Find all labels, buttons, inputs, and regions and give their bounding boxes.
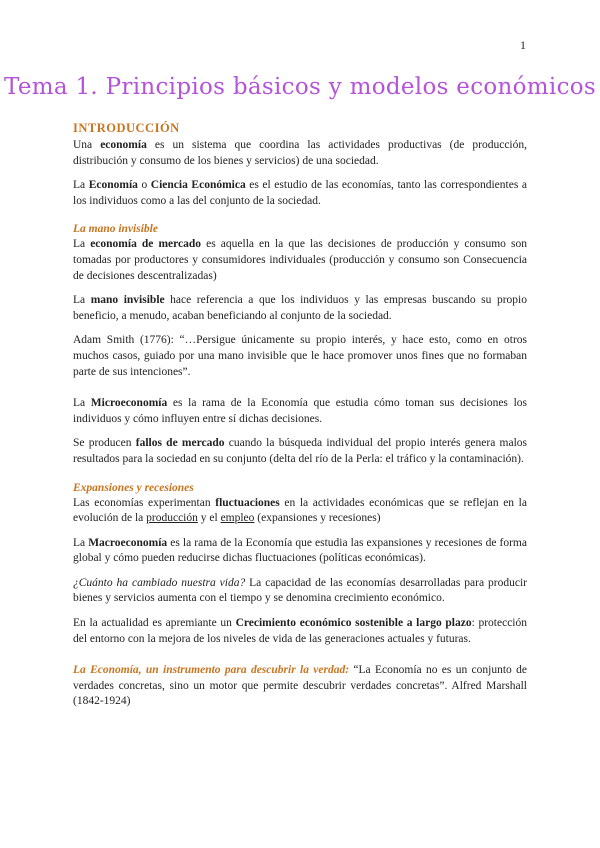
paragraph-mano-invisible: La mano invisible hace referencia a que los individuos y las empresas buscando su propio beneficio, a menudo, acaban beneficiando al conjunto de la sociedad. [73, 294, 527, 322]
page-title: Tema 1. Principios básicos y modelos económicos [3, 74, 597, 100]
paragraph-crecimiento: ¿Cuánto ha cambiado nuestra vida? La capacidad de las economías desarrolladas para producir bienes y servicios aumenta con el tiempo y se denomina crecimiento económico. [73, 576, 527, 605]
paragraph-microeconomia: La Microeconomía es la rama de la Economía que estudia cómo toman sus decisiones los individuos y cómo influyen entre sí dichas decisiones. [73, 397, 527, 425]
paragraph-fallos-mercado: Se producen fallos de mercado cuando la búsqueda individual del propio interés genera malos resultados para la sociedad en su conjunto (delta del río de la Perla: el tráfico y la contaminación). [73, 437, 527, 465]
paragraph-fluctuaciones: Las economías experimentan fluctuaciones en la actividades económicas que se reflejan en la evolución de la producción y el empleo (expansiones y recesiones) [73, 496, 527, 525]
section-heading-mano-invisible: La mano invisible [73, 223, 158, 236]
paragraph-marshall-quote: La Economía, un instrumento para descubrir la verdad: “La Economía no es un conjunto de verdades concretas, sino un motor que permite descubrir verdades concretas”. Alfred Marshall (1842-1924) [73, 664, 527, 708]
paragraph-adam-smith-quote: Adam Smith (1776): “…Persigue únicamente su propio interés, y hace esto, como en otros muchos casos, guiado por una mano invisible que le hace promover unos fines que no formaban parte de sus intenciones”. [73, 334, 527, 378]
paragraph-macroeconomia: La Macroeconomía es la rama de la Economía que estudia las expansiones y recesiones de forma global y cómo pueden reducirse dichas fluctuaciones (políticas económicas). [73, 536, 527, 565]
paragraph-economia: Una economía es un sistema que coordina las actividades productivas (de producción, distribución y consumo de los bienes y servicios) de una sociedad. [73, 139, 528, 167]
section-heading-introduccion: INTRODUCCIÓN [73, 121, 180, 135]
paragraph-ciencia-economica: La Economía o Ciencia Económica es el estudio de las economías, tanto las correspondientes a los individuos como a las del conjunto de la sociedad. [73, 179, 527, 207]
section-heading-expansiones: Expansiones y recesiones [73, 481, 194, 494]
document-body [73, 121, 527, 719]
paragraph-economia-mercado: La economía de mercado es aquella en la que las decisiones de producción y consumo son tomadas por productores y consumidores individuales (producción y consumo son Consecuencia de decisiones descentralizadas) [73, 238, 527, 282]
page-number: 1 [520, 38, 526, 52]
paragraph-crecimiento-sostenible: En la actualidad es apremiante un Crecimiento económico sostenible a largo plazo: protección del entorno con la mejora de los niveles de vida de las generaciones actuales y futuras. [73, 617, 528, 645]
